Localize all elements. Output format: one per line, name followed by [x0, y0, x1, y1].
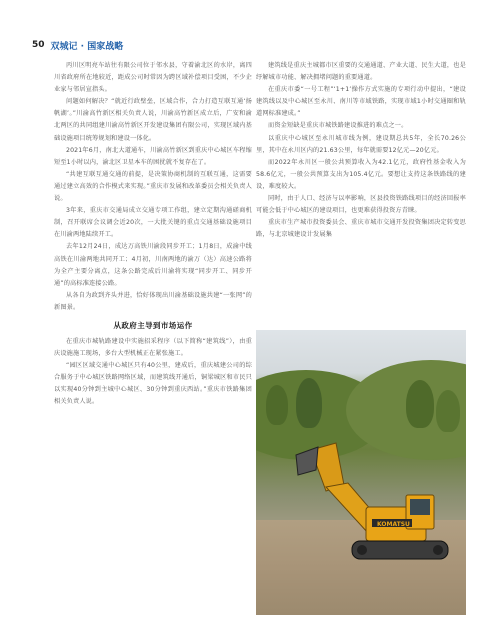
left-paragraph: 3年来，重庆市交通局成立交通专项工作组，建立定期沟通磋商机制，召开联席会议调会近20次，一大批关键的重点交通基础设施项目在川渝两地陆续开工。 — [54, 207, 252, 239]
right-paragraph: 以重庆中心城区至永川城市线为例，建设期总共5年，全长70.26公里，其中在永川区内的21.63公里，每年就需要12亿元—20亿元。 — [256, 134, 466, 154]
page-number: 50 — [32, 40, 45, 50]
tree-shape — [296, 378, 322, 428]
right-paragraph: 同时，由于人口、经济与以率影响，区县投资铁路线项目的经济回报率可能会低于中心城区的建设项目，也更难获得投资方青睐。 — [256, 195, 466, 215]
left-paragraph: “共建互联互通交通的前提，是决策协商机制的互联互通，这需要通过建立高效的合作模式来实现。”重庆市发展和改革委员会相关负责人说。 — [54, 170, 252, 203]
left-paragraph: 从各自为政到齐头并进，恰好体现出川渝基础设施共建“一张网”的新图景。 — [54, 291, 252, 311]
left-paragraph: 问题如何解决？“就近行政壁垒，区域合作，合力打造互联互通‘扬帆湖’。”川渝高竹新区相关负责人说，川渝高竹新区成立后，广安和渝北两区的共同组建川渝高竹新区开发建设集团有限公司，实现区域内基础设施项目统筹规划和建设一体化。 — [54, 98, 252, 142]
right-paragraph: 在重庆市委“一号工程”‘1+1’操作方式实施的专项行动中提出，“建设建筑线以及中心城区至永川、南川等市域铁路，实现市域1小时交通圈和轨道网标准建成。” — [256, 86, 466, 118]
left-paragraph: 丙川区明亮车站往有限公司位于邻水县，守着渝北区的水岸，离四川省政府所在地较近，距成公司时常因为跨区域补偿项目受困，不少企业家与邻居宣指头。 — [54, 62, 252, 94]
right-paragraph: 建筑线是重庆主城都市区重要的交通通道、产业大道、民生大道，也是纾解城市功能、解决拥堵问题的重要通道。 — [256, 62, 466, 82]
subheading: 从政府主导到市场运作 — [113, 320, 193, 330]
left-column — [54, 60, 252, 409]
left-paragraph: 2021年6月，南北大道通车，川渝高竹新区到重庆中心城区车程缩短至1小时以内，渝北区卫星本车的困扰就不复存在了。 — [54, 146, 252, 166]
right-column — [256, 60, 466, 241]
tree-shape — [406, 380, 434, 428]
page-header — [32, 38, 123, 52]
left-paragraph: 在重庆市城轨路建设中实施招采程序（以下简称“建筑线”），由重庆设施施工现场，多台大型机械正在紧张施工。 — [54, 337, 252, 358]
brand-label: KOMATSU — [377, 521, 410, 528]
left-paragraph: “园区区域交通中心城区只有40公里，建成后，重庆城建公司的综合服务于中心城区铁路网络区域，而建筑线开通后，铜梁城区和市民只以实现40分钟到主城中心城区、30分钟到重庆西站。”重庆市铁路集团相关负责人说。 — [54, 362, 252, 406]
construction-photo — [256, 330, 466, 615]
tree-shape — [266, 385, 288, 425]
left-paragraph: 去年12月24日，成达万高铁川渝段同步开工；1月8日，成渝中线高铁在川渝两地共同开工；4月初，川南两地的渝万（达）高速公路将为全产主要分离点，这条公路完成后川渝将实现“同步开工、同步开通”的高标准连接公路。 — [54, 243, 252, 287]
section-title: 双城记 · 国家战略 — [50, 41, 124, 52]
excavator-icon — [256, 425, 466, 615]
right-paragraph: 而2022年永川区一般公共预算收入为42.1亿元，政府性基金收入为58.6亿元，一般公共预算支出为105.4亿元。要想让支持这条铁路线的建设，难度较大。 — [256, 158, 466, 190]
right-paragraph: 重庆市生产城市投资委员会、重庆市城市交通开发投资集团决定转变思路，与北京城建设计发展集 — [256, 219, 466, 239]
right-paragraph: 而资金短缺是重庆市城铁路建设推进的难点之一。 — [268, 122, 408, 130]
